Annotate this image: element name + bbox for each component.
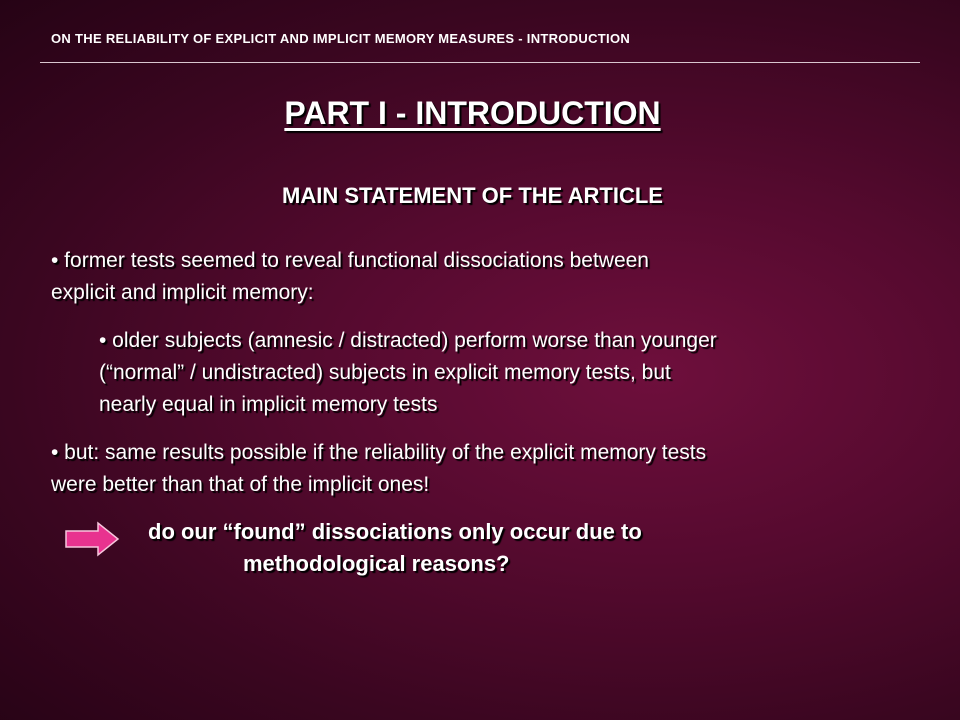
bullet-line: • but: same results possible if the reliability of the explicit memory tests <box>51 441 707 464</box>
conclusion-line: methodological reasons? <box>243 551 510 576</box>
slide-header: ON THE RELIABILITY OF EXPLICIT AND IMPLICIT MEMORY MEASURES - INTRODUCTION <box>51 31 631 46</box>
conclusion-line: do our “found” dissociations only occur due to <box>148 519 642 544</box>
slide-title: PART I - INTRODUCTION <box>284 95 661 131</box>
header-divider <box>40 62 920 63</box>
right-arrow-icon <box>64 521 120 557</box>
bullet-line: explicit and implicit memory: <box>51 281 314 304</box>
section-subtitle: MAIN STATEMENT OF THE ARTICLE <box>282 183 663 208</box>
bullet-line: • older subjects (amnesic / distracted) perform worse than younger <box>99 329 717 352</box>
bullet-line: nearly equal in implicit memory tests <box>99 393 438 416</box>
bullet-line: were better than that of the implicit ones! <box>51 473 430 496</box>
bullet-line: • former tests seemed to reveal functional dissociations between <box>51 249 649 272</box>
bullet-line: (“normal” / undistracted) subjects in explicit memory tests, but <box>99 361 671 384</box>
